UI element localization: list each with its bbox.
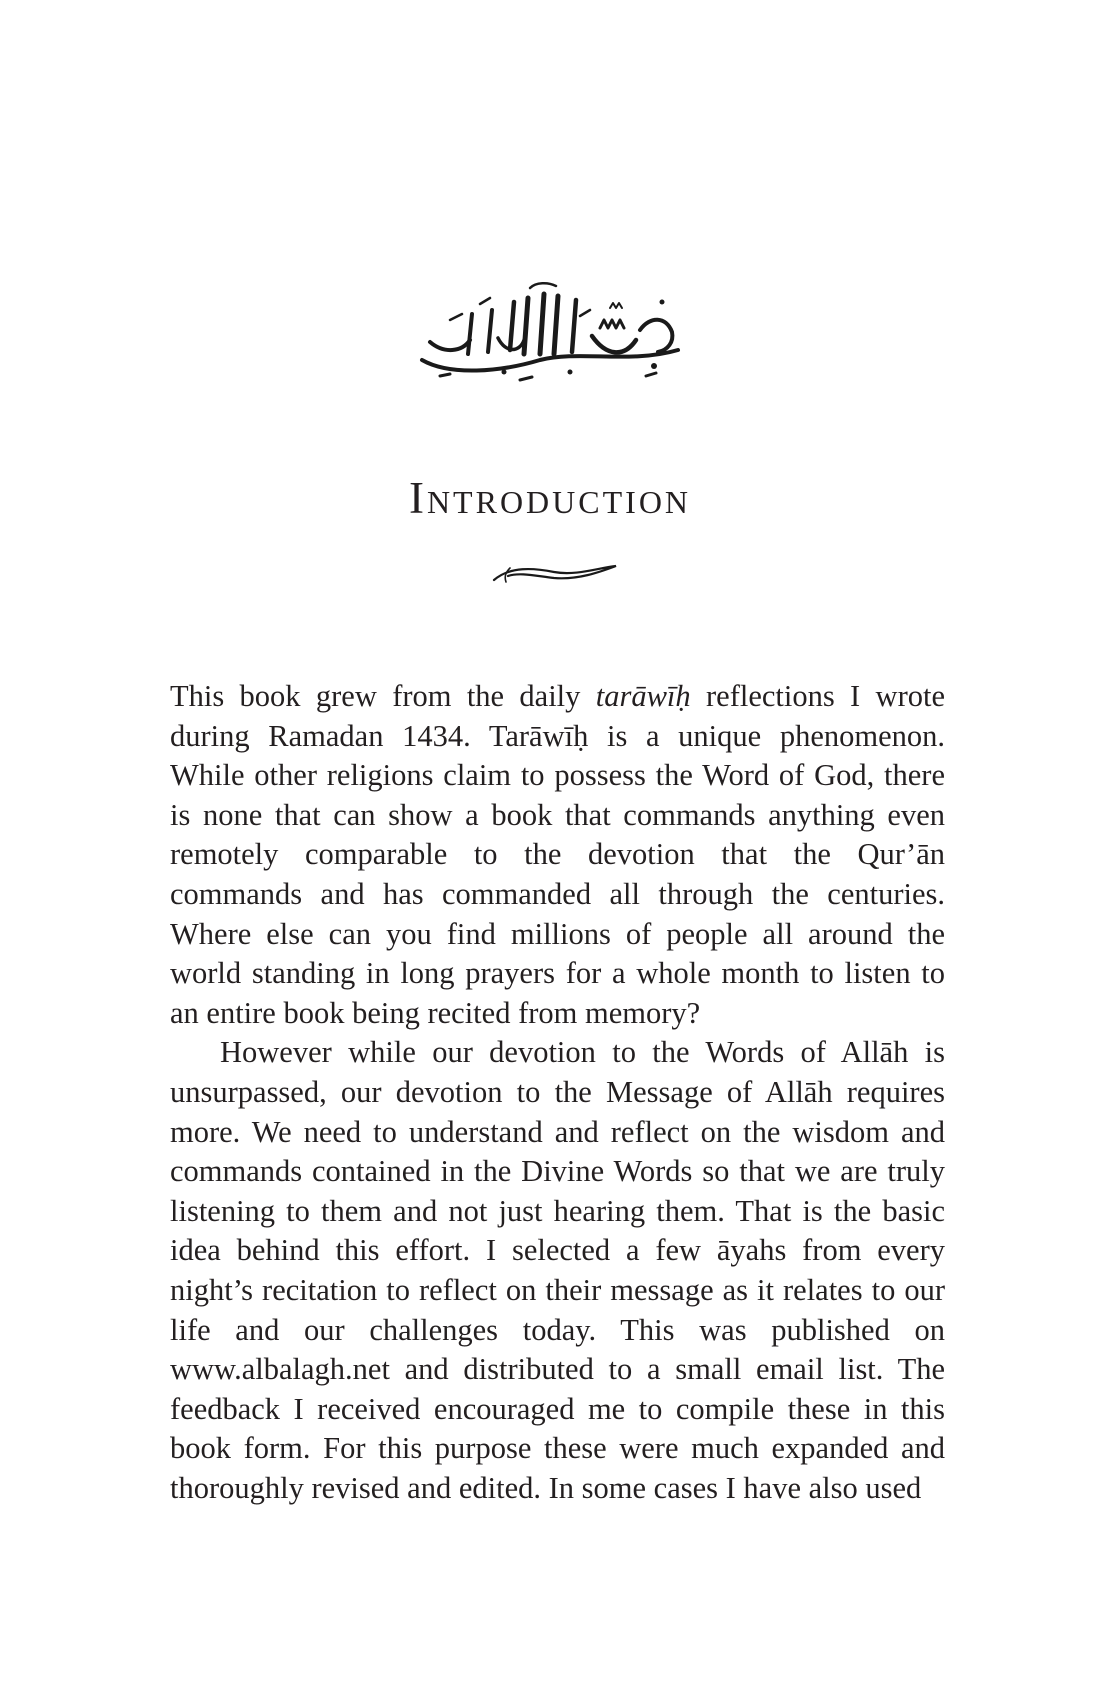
paragraph-1: This book grew from the daily tarāwīḥ reflections I wrote during Ramadan 1434. Tarāwīḥ is a unique phenomenon. While other religions claim to possess the Word of God, there is none that can show a book that commands anything even remotely comparable to the devotion that the Qur’ān commands and has commanded all through the centuries. Where else can you find millions of people all around the world standing in long prayers for a whole month to listen to an entire book being recited from memory?	[170, 679, 945, 1030]
paragraph-2: However while our devotion to the Words of Allāh is unsurpassed, our devotion to the Message of Allāh requires more. We need to understand and reflect on the wisdom and commands contained in the Divine Words so that we are truly listening to them and not just hearing them. That is the basic idea behind this effort. I selected a few āyahs from every night’s recitation to reflect on their message as it relates to our life and our challenges today. This was published on www.albalagh.net and distributed to a small email list. The feedback I received encouraged me to compile these in this book form. For this purpose these were much expanded and thoroughly revised and edited. In some cases I have also used	[170, 1035, 945, 1505]
body-text	[170, 677, 945, 1508]
basmala-calligraphy	[0, 275, 1100, 395]
italic-term: tarāwīḥ	[595, 679, 691, 713]
title-flourish-ornament	[490, 560, 620, 584]
basmala-calligraphy-image	[410, 280, 690, 390]
chapter-title: Introduction	[408, 473, 692, 523]
